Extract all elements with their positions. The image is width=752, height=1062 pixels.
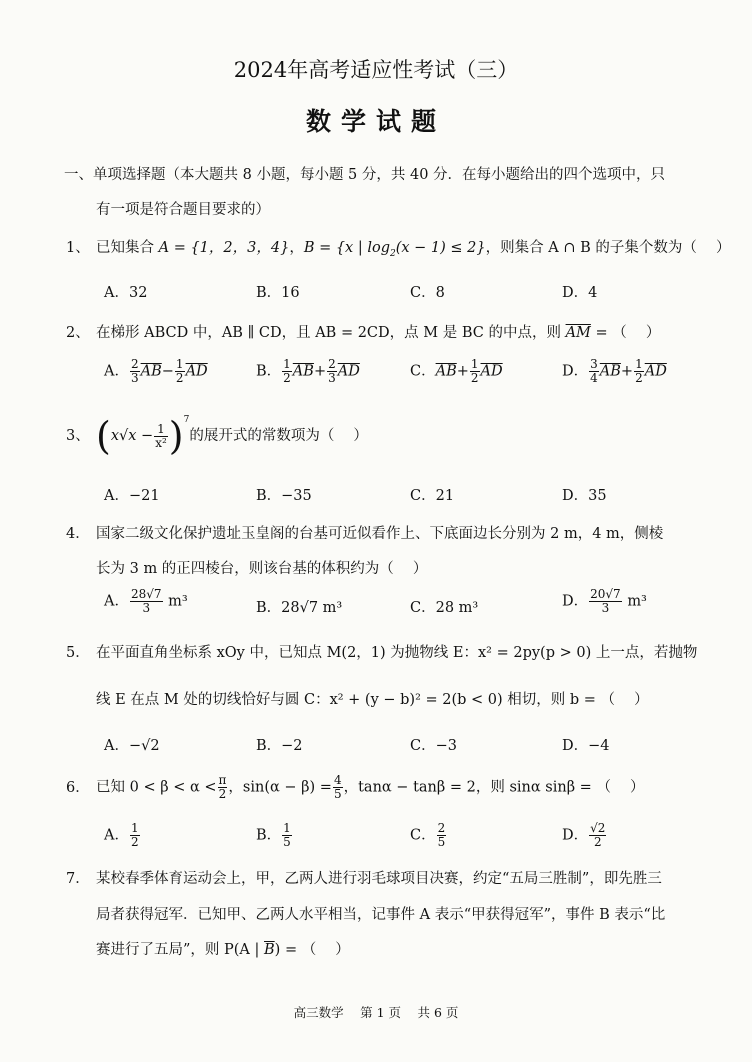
option-c: C．8 bbox=[410, 285, 445, 301]
question-text: 已知集合 bbox=[96, 240, 159, 256]
question-text: ，sin(α − β) = bbox=[228, 779, 332, 796]
option-d: D．4 bbox=[562, 285, 598, 301]
question-text: 的展开式的常数项为（ ） bbox=[189, 428, 368, 444]
question-text: = （ ） bbox=[590, 325, 661, 341]
option-b: B． $\frac{1}{5}$ bbox=[256, 821, 291, 849]
question-7-line2: 局者获得冠军．已知甲、乙两人水平相当，记事件 A 表示“甲获得冠军”，事件 B 表示“比 bbox=[96, 907, 666, 923]
option-b: B．−2 bbox=[256, 738, 303, 754]
option-a: A． $\frac{1}{2}$ bbox=[104, 821, 139, 849]
question-text: 在梯形 ABCD 中，AB ∥ CD，且 AB = 2CD，点 M 是 BC 的中点，则 bbox=[96, 325, 566, 341]
option-c: C．$\overline{AB}+$ $\frac{1}{2}$ $\overline{AD}$ bbox=[410, 357, 503, 385]
question-4-line2: 长为 3 m 的正四棱台，则该台基的体积约为（ ） bbox=[96, 561, 428, 577]
question-text: 已知 0 < β < α < bbox=[96, 779, 217, 796]
set-a: A = {1，2，3，4} bbox=[158, 240, 290, 256]
option-d: D． $\frac{√2}{2}$ bbox=[562, 821, 606, 849]
option-b: B．16 bbox=[256, 285, 300, 301]
option-b: B．28√7 m³ bbox=[256, 600, 343, 616]
exponent: 7 bbox=[183, 415, 190, 425]
question-text: 某校春季体育运动会上，甲，乙两人进行羽毛球项目决赛，约定“五局三胜制”，即先胜三 bbox=[96, 871, 662, 887]
question-number: 4． bbox=[66, 526, 90, 542]
exam-subtitle: 数学试题 bbox=[305, 107, 446, 136]
question-4 bbox=[66, 522, 663, 543]
binomial-expression: x√x − bbox=[110, 428, 154, 444]
question-number: 3、 bbox=[66, 428, 90, 444]
option-a: A．−21 bbox=[104, 488, 160, 504]
question-number: 7． bbox=[66, 871, 90, 887]
option-c: C． $\frac{2}{5}$ bbox=[410, 821, 446, 849]
question-text: ，tanα − tanβ = 2，则 sinα sinβ = （ ） bbox=[343, 779, 645, 796]
question-1 bbox=[66, 236, 730, 259]
question-text: ，则集合 A ∩ B 的子集个数为（ ） bbox=[485, 240, 731, 256]
exam-title: 2024年高考适应性考试（三） bbox=[233, 58, 519, 82]
question-text: 在平面直角坐标系 xOy 中，已知点 M(2，1) 为抛物线 E：x² = 2py(p > 0) 上一点，若抛物 bbox=[96, 645, 698, 661]
section-heading-line1: 一、单项选择题（本大题共 8 小题，每小题 5 分，共 40 分．在每小题给出的四个选项中，只 bbox=[64, 167, 666, 183]
option-c: C．−3 bbox=[410, 738, 457, 754]
option-d: D． $\frac{3}{4}$ $\overline{AB}+$ $\frac{1}{2}$ $\overline{AD}$ bbox=[562, 357, 667, 385]
vector-am: $\overline{AM}$ bbox=[565, 325, 591, 341]
option-c: C．28 m³ bbox=[410, 600, 479, 616]
question-7 bbox=[66, 867, 662, 888]
question-6: 6． 已知 0 < β < α < $\frac{\pi}{2}$ ，sin(α − β) = $\frac{4}{5}$ ，tanα − tanβ = 2，则 sinα sinβ = （ ） bbox=[66, 773, 645, 801]
question-text: 国家二级文化保护遗址玉皇阁的台基可近似看作上、下底面边长分别为 2 m，4 m，侧棱 bbox=[96, 526, 664, 542]
complement-b: $\overline{B}$ bbox=[264, 942, 275, 958]
page-footer: 高三数学 第 1 页 共 6 页 bbox=[293, 1005, 459, 1020]
question-number: 2、 bbox=[66, 325, 90, 341]
question-number: 5． bbox=[66, 645, 90, 661]
question-5-line2: 线 E 在点 M 处的切线恰好与圆 C：x² + (y − b)² = 2(b < 0) 相切，则 b = （ ） bbox=[96, 692, 649, 708]
option-a: A．−√2 bbox=[104, 738, 160, 754]
set-b: B = {x | $\log_2(x - 1) \le 2$} bbox=[303, 240, 486, 259]
option-c: C．21 bbox=[410, 488, 455, 504]
option-d: D．−4 bbox=[562, 738, 610, 754]
option-d: D．35 bbox=[562, 488, 607, 504]
option-a: A． $\frac{28√7}{3}$ m³ bbox=[104, 587, 188, 615]
question-5 bbox=[66, 641, 697, 662]
option-b: B． $\frac{1}{2}$ $\overline{AB}+$ $\frac{2}{3}$ $\overline{AD}$ bbox=[256, 357, 360, 385]
question-7-line3: 赛进行了五局”，则 P(A | $\overline{B}$) = （ ） bbox=[96, 942, 350, 958]
option-b: B．−35 bbox=[256, 488, 312, 504]
section-heading-line2: 有一项是符合题目要求的） bbox=[96, 202, 270, 218]
question-3: 3、 (x√x − $\frac{1}{\text{x²}}$ )$^7$的展开式的常数项为（ ） bbox=[66, 414, 368, 458]
question-number: 1、 bbox=[66, 240, 90, 256]
option-a: A．32 bbox=[104, 285, 148, 301]
option-d: D． $\frac{20√7}{3}$ m³ bbox=[562, 587, 647, 615]
option-a: A． $\frac{2}{3}$ $\overline{AB}-$ $\frac{1}{2}$ $\overline{AD}$ bbox=[104, 357, 208, 385]
question-number: 6． bbox=[66, 779, 90, 796]
question-2 bbox=[66, 321, 660, 342]
question-text: ， bbox=[289, 240, 304, 256]
